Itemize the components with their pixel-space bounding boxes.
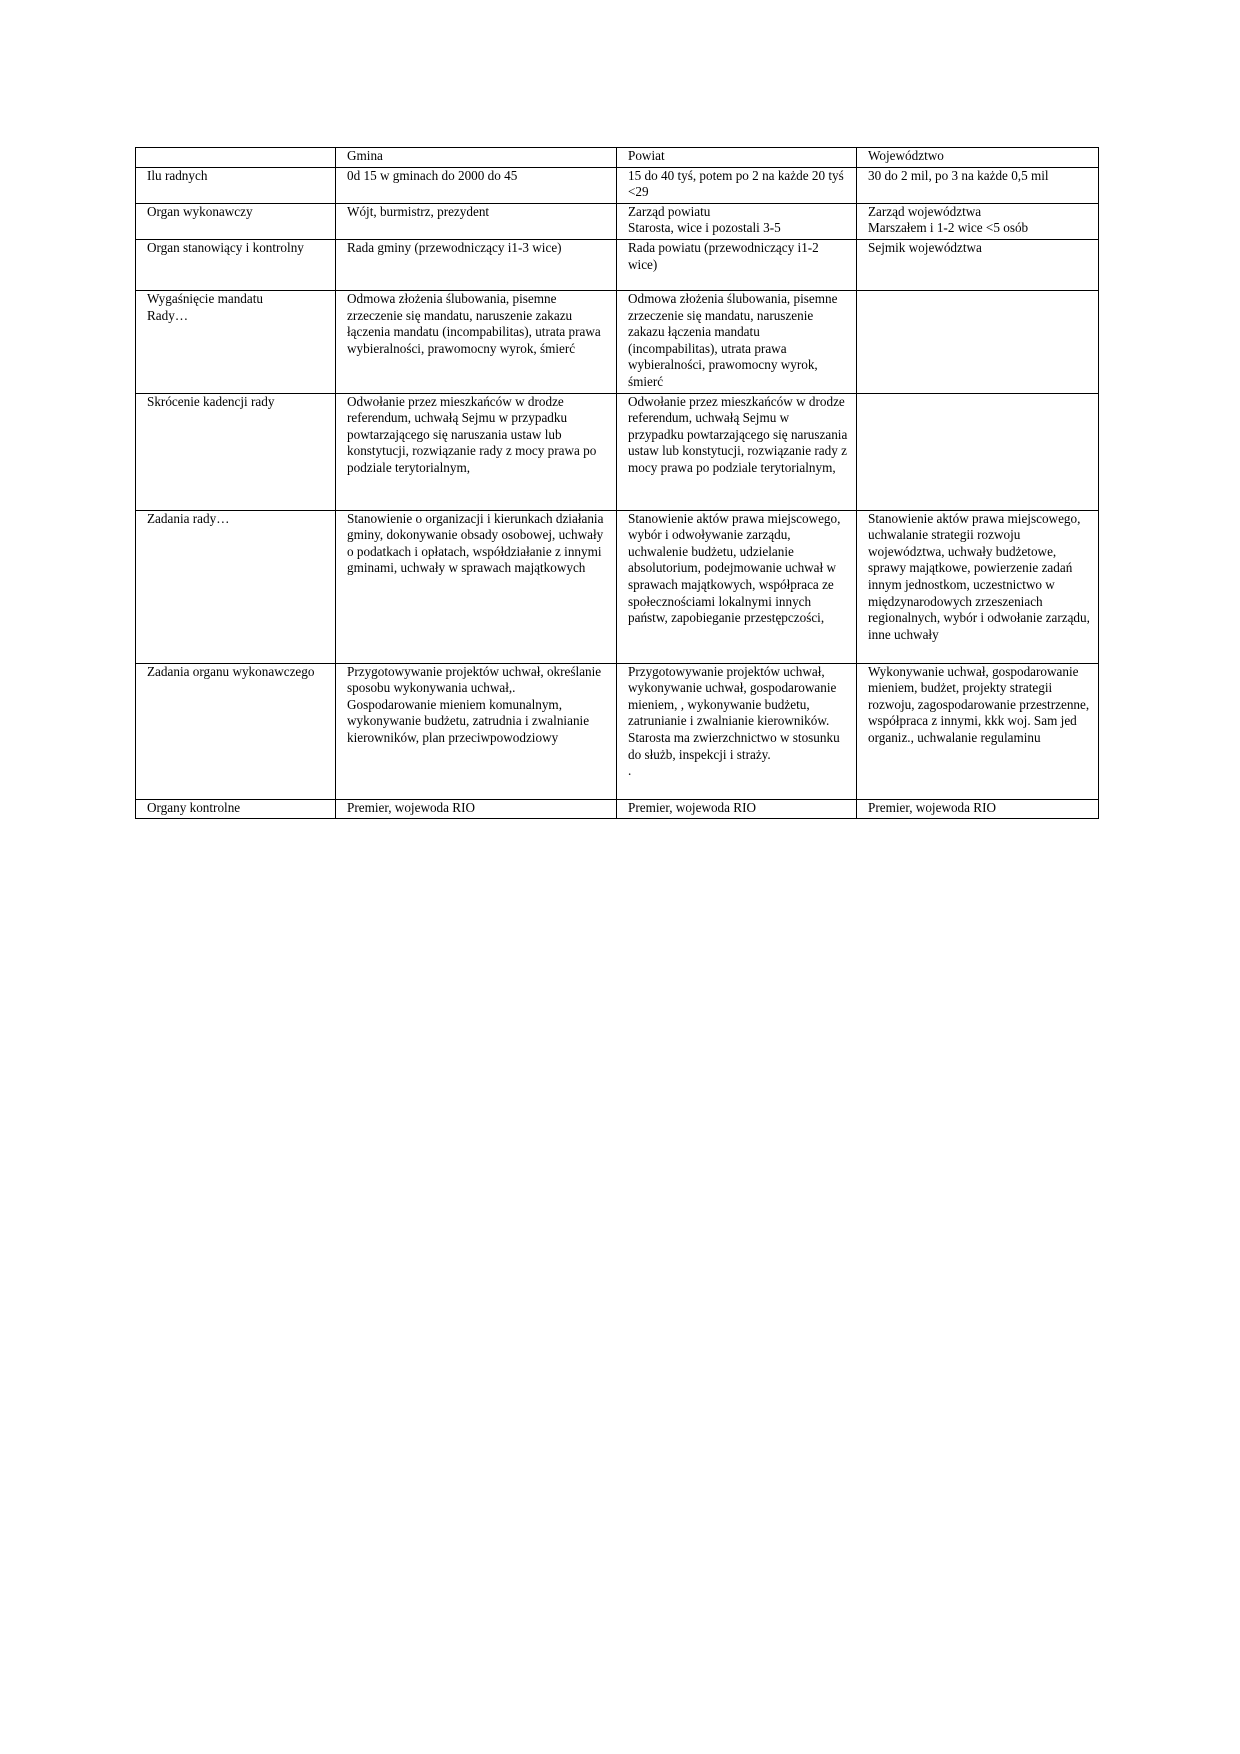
- row-label: Wygaśnięcie mandatu Rady…: [136, 290, 336, 393]
- header-cell-wojewodztwo: Województwo: [857, 148, 1099, 168]
- table-row: [136, 290, 1099, 393]
- cell-gmina: Stanowienie o organizacji i kierunkach działania gminy, dokonywanie obsady osobowej, uchwały o podatkach i opłatach, współdziałanie z innymi gminami, uchwały w sprawach majątkowych: [336, 510, 617, 663]
- cell-gmina: Odmowa złożenia ślubowania, pisemne zrzeczenie się mandatu, naruszenie zakazu łączenia mandatu (incompabilitas), utrata prawa wybieralności, prawomocny wyrok, śmierć: [336, 290, 617, 393]
- header-cell-empty: [136, 148, 336, 168]
- table-row: [136, 663, 1099, 799]
- cell-wojewodztwo: Sejmik województwa: [857, 239, 1099, 290]
- table-row: [136, 239, 1099, 290]
- cell-powiat: Odmowa złożenia ślubowania, pisemne zrzeczenie się mandatu, naruszenie zakazu łączenia mandatu (incompabilitas), utrata prawa wybieralności, prawomocny wyrok, śmierć: [617, 290, 857, 393]
- row-label: Skrócenie kadencji rady: [136, 393, 336, 510]
- table-row: [136, 799, 1099, 819]
- table-row: [136, 510, 1099, 663]
- row-label: Organ wykonawczy: [136, 203, 336, 239]
- cell-gmina: Odwołanie przez mieszkańców w drodze referendum, uchwałą Sejmu w przypadku powtarzającego się naruszania ustaw lub konstytucji, rozwiązanie rady z mocy prawa po podziale terytorialnym,: [336, 393, 617, 510]
- cell-powiat: Zarząd powiatu Starosta, wice i pozostali 3-5: [617, 203, 857, 239]
- cell-wojewodztwo: [857, 290, 1099, 393]
- comparison-table: [135, 147, 1099, 819]
- cell-gmina: Premier, wojewoda RIO: [336, 799, 617, 819]
- cell-powiat: Rada powiatu (przewodniczący i1-2 wice): [617, 239, 857, 290]
- cell-wojewodztwo: [857, 393, 1099, 510]
- table-header-row: [136, 148, 1099, 168]
- cell-wojewodztwo: Zarząd województwa Marszałem i 1-2 wice <5 osób: [857, 203, 1099, 239]
- row-label: Organ stanowiący i kontrolny: [136, 239, 336, 290]
- row-label: Zadania rady…: [136, 510, 336, 663]
- cell-wojewodztwo: Stanowienie aktów prawa miejscowego, uchwalanie strategii rozwoju województwa, uchwały budżetowe, sprawy majątkowe, powierzenie zadań innym jednostkom, uczestnictwo w międzynarodowych zrzeszeniach regionalnych, wybór i odwołanie zarządu, inne uchwały: [857, 510, 1099, 663]
- cell-wojewodztwo: Premier, wojewoda RIO: [857, 799, 1099, 819]
- cell-gmina: Wójt, burmistrz, prezydent: [336, 203, 617, 239]
- cell-powiat: Przygotowywanie projektów uchwał, wykonywanie uchwał, gospodarowanie mieniem, , wykonywanie budżetu, zatrunianie i zwalnianie kierowników. Starosta ma zwierzchnictwo w stosunku do służb, inspekcji i straży. .: [617, 663, 857, 799]
- row-label: Zadania organu wykonawczego: [136, 663, 336, 799]
- cell-wojewodztwo: 30 do 2 mil, po 3 na każde 0,5 mil: [857, 167, 1099, 203]
- cell-gmina: 0d 15 w gminach do 2000 do 45: [336, 167, 617, 203]
- cell-powiat: Odwołanie przez mieszkańców w drodze referendum, uchwałą Sejmu w przypadku powtarzającego się naruszania ustaw lub konstytucji, rozwiązanie rady z mocy prawa po podziale terytorialnym,: [617, 393, 857, 510]
- cell-powiat: Premier, wojewoda RIO: [617, 799, 857, 819]
- row-label: Ilu radnych: [136, 167, 336, 203]
- cell-gmina: Przygotowywanie projektów uchwał, określanie sposobu wykonywania uchwał,. Gospodarowanie mieniem komunalnym, wykonywanie budżetu, zatrudnia i zwalnianie kierowników, plan przeciwpowodziowy: [336, 663, 617, 799]
- table-row: [136, 167, 1099, 203]
- cell-gmina: Rada gminy (przewodniczący i1-3 wice): [336, 239, 617, 290]
- table-row: [136, 393, 1099, 510]
- cell-wojewodztwo: Wykonywanie uchwał, gospodarowanie mieniem, budżet, projekty strategii rozwoju, zagospodarowanie przestrzenne, współpraca z innymi, kkk woj. Sam jed organiz., uchwalanie regulaminu: [857, 663, 1099, 799]
- row-label: Organy kontrolne: [136, 799, 336, 819]
- header-cell-powiat: Powiat: [617, 148, 857, 168]
- cell-powiat: Stanowienie aktów prawa miejscowego, wybór i odwoływanie zarządu, uchwalenie budżetu, udzielanie absolutorium, podejmowanie uchwał w sprawach majątkowych, współpraca ze społecznościami lokalnymi innych państw, zapobieganie przestępczości,: [617, 510, 857, 663]
- table-row: [136, 203, 1099, 239]
- header-cell-gmina: Gmina: [336, 148, 617, 168]
- cell-powiat: 15 do 40 tyś, potem po 2 na każde 20 tyś <29: [617, 167, 857, 203]
